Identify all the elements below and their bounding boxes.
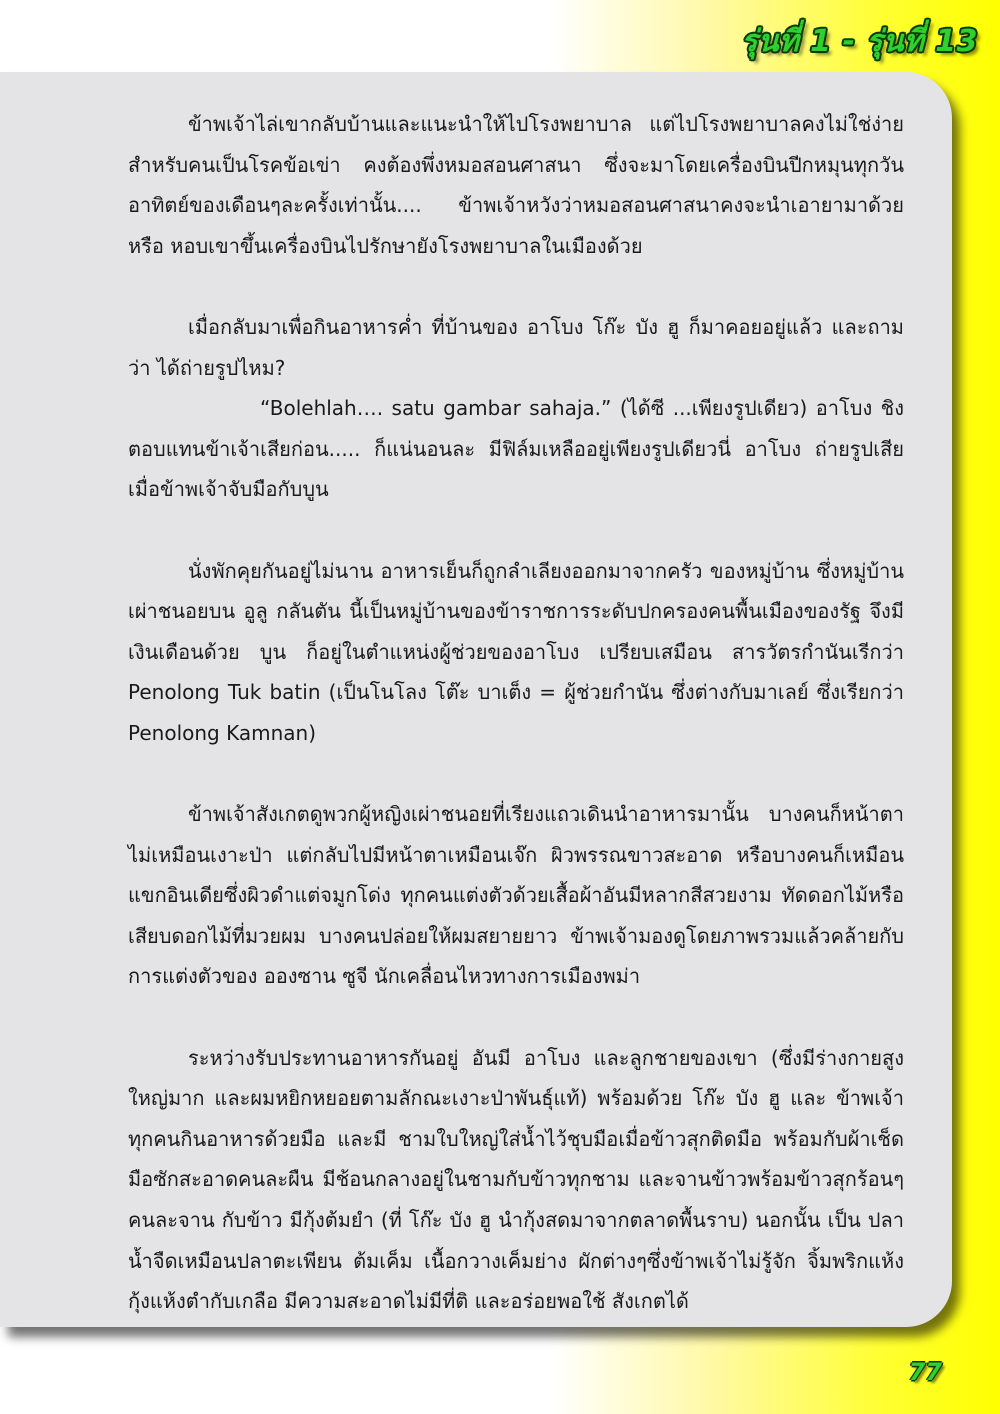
paragraph-1: ข้าพเจ้าไล่เขากลับบ้านและแนะนำให้ไปโรงพยาบาล แต่ไปโรงพยาบาลคงไม่ใช่ง่ายสำหรับคนเป็นโรคข้อเข่า คงต้องพึ่งหมอสอนศาสนา ซึ่งจะมาโดยเครื่องบินปีกหมุนทุกวันอาทิตย์ของเดือนๆละครั้งเท่านั้น.... ข้าพเจ้าหวังว่าหมอสอนศาสนาคงจะนำเอายามาด้วย หรือ หอบเขาขึ้นเครื่องบินไปรักษายังโรงพยาบาลในเมืองด้วย: [128, 112, 904, 258]
paragraph-5: ข้าพเจ้าสังเกตดูพวกผู้หญิงเผ่าชนอยที่เรียงแถวเดินนำอาหารมานั้น บางคนก็หน้าตาไม่เหมือนเงาะป่า แต่กลับไปมีหน้าตาเหมือนเจ๊ก ผิวพรรณขาวสะอาด หรือบางคนก็เหมือนแขกอินเดียซึ่งผิวดำแต่จมูกโด่ง ทุกคนแต่งตัวด้วยเสื้อผ้าอันมีหลากสีสวยงาม ทัดดอกไม้หรือเสียบดอกไม้ที่มวยผม บางคนปล่อยให้ผมสยายยาว ข้าพเจ้ามองดูโดยภาพรวมแล้วคล้ายกับการแต่งตัวของ อองซาน ซูจี นักเคลื่อนไหวทางการเมืองพม่า: [128, 802, 904, 989]
page-number: 77: [908, 1358, 942, 1386]
article-body: [128, 104, 904, 1322]
paragraph-6: ระหว่างรับประทานอาหารกันอยู่ อันมี อาโบง และลูกชายของเขา (ซึ่งมีร่างกายสูงใหญ่มาก และผมหยิกหยอยตามลักณะเงาะป่าพันธุ์แท้) พร้อมด้วย โก๊ะ บัง ฮู และ ข้าพเจ้า ทุกคนกินอาหารด้วยมือ และมี ชามใบใหญ่ใส่น้ำไว้ชุบมือเมื่อข้าวสุกติดมือ พร้อมกับผ้าเช็ดมือซักสะอาดคนละผืน มีช้อนกลางอยู่ในชามกับข้าวทุกชาม และจานข้าวพร้อมข้าวสุกร้อนๆคนละจาน กับข้าว มีกุ้งต้มยำ (ที่ โก๊ะ บัง ฮู นำกุ้งสดมาจากตลาดพื้นราบ) นอกนั้น เป็น ปลาน้ำจืดเหมือนปลาตะเพียน ต้มเค็ม เนื้อกวางเค็มย่าง ผักต่างๆซึ่งข้าพเจ้าไม่รู้จัก จิ้มพริกแห้งกุ้งแห้งตำกับเกลือ มีความสะอาดไม่มีที่ติ และอร่อยพอใช้ สังเกตได้: [128, 1045, 904, 1314]
paragraph-4: นั่งพักคุยกันอยู่ไม่นาน อาหารเย็นก็ถูกลำเลียงออกมาจากครัว ของหมู่บ้าน ซึ่งหมู่บ้านเผ่าชนอยบน อูลู กลันตัน นี้เป็นหมู่บ้านของข้าราชการระดับปกครองคนพื้นเมืองของรัฐ จึงมีเงินเดือนด้วย บูน ก็อยู่ในตำแหน่งผู้ช่วยของอาโบง เปรียบเสมือน สารวัตรกำนันเรีกว่า Penolong Tuk batin (เป็นโนโลง โต๊ะ บาเต็ง = ผู้ช่วยกำนัน ซึ่งต่างกับมาเลย์ ซึ่งเรียกว่า Penolong Kamnan): [128, 558, 904, 745]
paragraph-3-quote: “Bolehlah…. satu gambar sahaja.” (ได้ซี ...เพียงรูปเดียว) อาโบง ชิง ตอบแทนข้าเจ้าเสียก่อน..... ก็แน่นอนละ มีฟิล์มเหลืออยู่เพียงรูปเดียวนี่ อาโบง ถ่ายรูปเสียเมื่อข้าพเจ้าจับมือกับบูน: [128, 396, 904, 502]
edition-range-header: รุ่นที่ 1 - รุ่นที่ 13: [741, 24, 978, 59]
paragraph-2: เมื่อกลับมาเพื่อกินอาหารค่ำ ที่บ้านของ อาโบง โก๊ะ บัง ฮู ก็มาคอยอยู่แล้ว และถามว่า ได้ถ่ายรูปไหม?: [128, 314, 904, 380]
